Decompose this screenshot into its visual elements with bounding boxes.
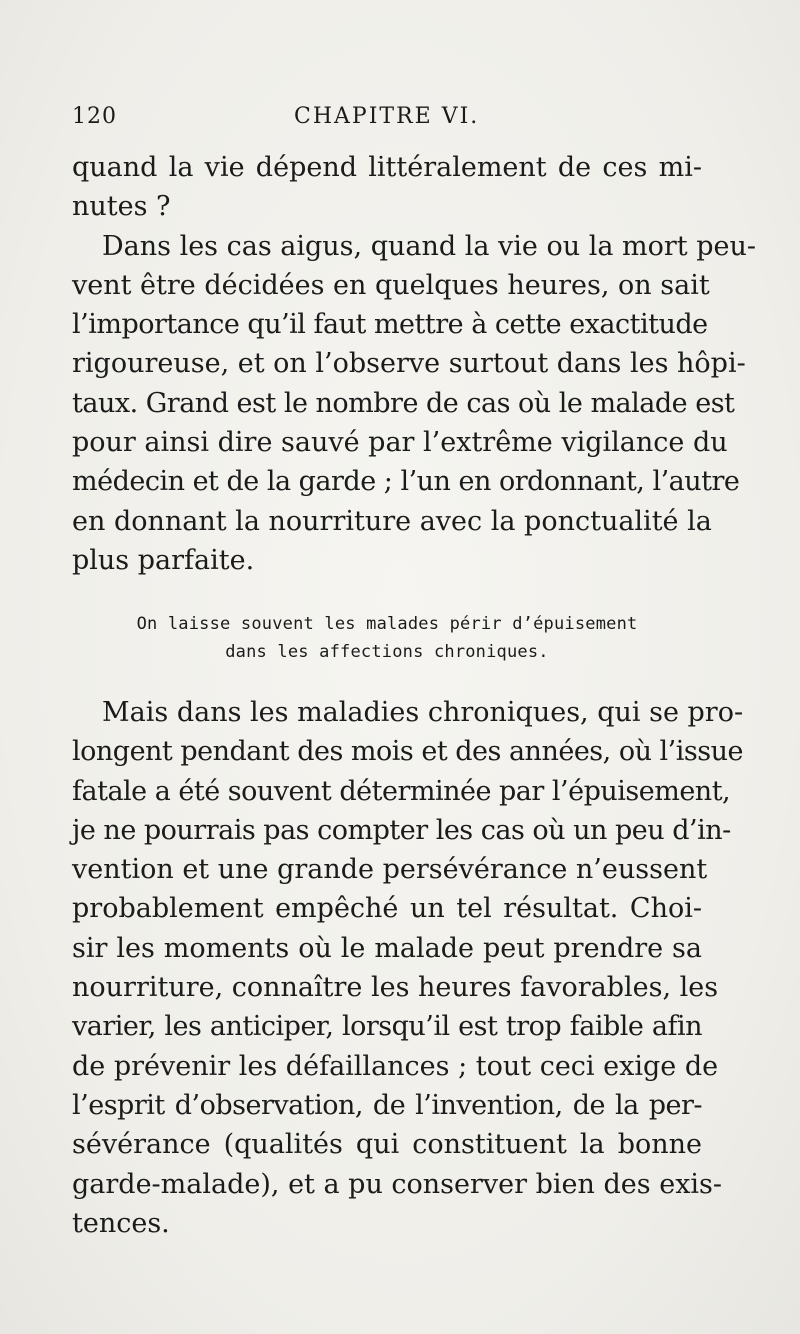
section-sidenote <box>72 610 702 666</box>
text-line: varier, les anticiper, lorsqu’il est trop faible afin <box>72 1011 702 1043</box>
running-title: CHAPITRE VI. <box>294 104 480 129</box>
main-text-block <box>72 148 757 580</box>
text-line: l’esprit d’observation, de l’invention, de la per- <box>72 1089 702 1121</box>
text-line: rigoureuse, et on l’observe surtout dans les hôpi- <box>72 348 746 380</box>
text-line: pour ainsi dire sauvé par l’extrême vigilance du <box>72 427 728 459</box>
page-number: 120 <box>72 104 117 129</box>
text-line: probablement empêché un tel résultat. Choi- <box>72 893 702 925</box>
text-line: tences. <box>72 1207 170 1239</box>
text-line: vent être décidées en quelques heures, on sait <box>72 269 710 301</box>
text-line: taux. Grand est le nombre de cas où le malade est <box>72 387 735 419</box>
text-line: nutes ? <box>72 191 171 223</box>
text-line: en donnant la nourriture avec la ponctualité la <box>72 505 712 537</box>
text-line: nourriture, connaître les heures favorables, les <box>72 972 719 1004</box>
text-line: vention et une grande persévérance n’eussent <box>72 854 708 886</box>
second-text-block <box>72 693 744 1243</box>
text-line: garde-malade), et a pu conserver bien des exis- <box>72 1168 723 1200</box>
sidenote-line: On laisse souvent les malades périr d’épuisement <box>136 614 638 634</box>
text-line: plus parfaite. <box>72 544 255 576</box>
text-line: médecin et de la garde ; l’un en ordonnant, l’autre <box>72 466 740 498</box>
text-line: quand la vie dépend littéralement de ces mi- <box>72 152 702 183</box>
text-line: de prévenir les défaillances ; tout ceci exige de <box>72 1050 719 1082</box>
text-line: sir les moments où le malade peut prendre sa <box>72 932 702 964</box>
page-header <box>72 100 702 136</box>
paragraph-first-line: Dans les cas aigus, quand la vie ou la mort peu- <box>102 230 757 262</box>
text-line: longent pendant des mois et des années, où l’issue <box>72 736 743 768</box>
text-line: fatale a été souvent déterminée par l’épuisement, <box>72 775 731 807</box>
text-line: sévérance (qualités qui constituent la bonne <box>72 1129 702 1161</box>
sidenote-line: dans les affections chroniques. <box>225 642 549 662</box>
text-line: l’importance qu’il faut mettre à cette exactitude <box>72 309 708 341</box>
paragraph-first-line: Mais dans les maladies chroniques, qui se pro- <box>102 697 744 728</box>
text-line: je ne pourrais pas compter les cas où un peu d’in- <box>72 814 731 846</box>
